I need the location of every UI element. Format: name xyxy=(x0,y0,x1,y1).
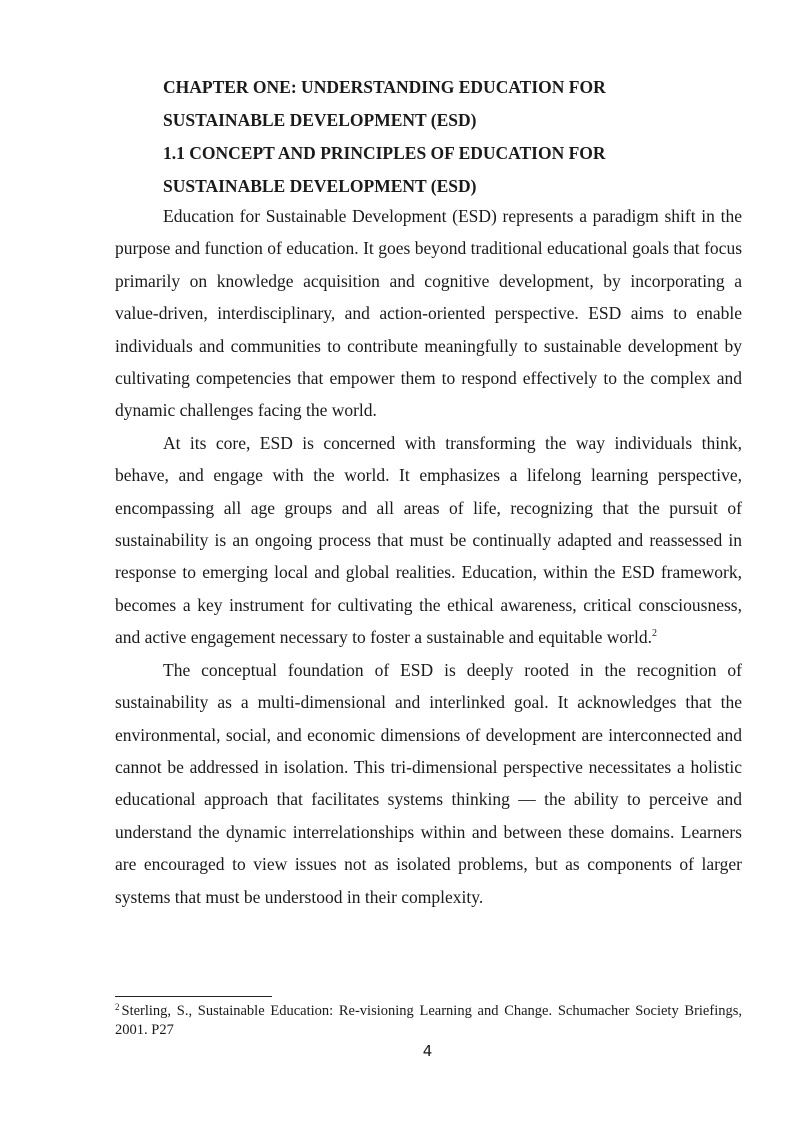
footnote-reference[interactable]: 2 xyxy=(651,628,657,640)
paragraph-2 xyxy=(115,427,742,654)
footnote-text: Sterling, S., Sustainable Education: Re-visioning Learning and Change. Schumacher Society Briefings, 2001. P27 xyxy=(115,1003,742,1038)
page-number: 4 xyxy=(422,1042,433,1060)
footnote xyxy=(115,1002,742,1040)
section-heading: 1.1 CONCEPT AND PRINCIPLES OF EDUCATION FOR SUSTAINABLE DEVELOPMENT (ESD) xyxy=(163,143,606,196)
paragraph-2-text: At its core, ESD is concerned with transforming the way individuals think, behave, and engage with the world. It emphasizes a lifelong learning perspective, encompassing all age groups and all areas of life, recognizing that the pursuit of sustainability is an ongoing process that must be continually adapted and reassessed in response to emerging local and global realities. Education, within the ESD framework, becomes a key instrument for cultivating the ethical awareness, critical consciousness, and active engagement necessary to foster a sustainable and equitable world. xyxy=(115,432,742,648)
body-text xyxy=(115,200,742,913)
footnote-divider xyxy=(115,996,272,997)
paragraph-1: Education for Sustainable Development (ESD) represents a paradigm shift in the purpose and function of education. It goes beyond traditional educational goals that focus primarily on knowledge acquisition and cognitive development, by incorporating a value-driven, interdisciplinary, and action-oriented perspective. ESD aims to enable individuals and communities to contribute meaningfully to sustainable development by cultivating competencies that empower them to respond effectively to the complex and dynamic challenges facing the world. xyxy=(115,206,742,421)
paragraph-3: The conceptual foundation of ESD is deeply rooted in the recognition of sustainability as a multi-dimensional and interlinked goal. It acknowledges that the environmental, social, and economic dimensions of development are interconnected and cannot be addressed in isolation. This tri-dimensional perspective necessitates a holistic educational approach that facilitates systems thinking — the ability to perceive and understand the dynamic interrelationships within and between these domains. Learners are encouraged to view issues not as isolated problems, but as components of larger systems that must be understood in their complexity. xyxy=(115,659,742,907)
footnote-marker: 2 xyxy=(115,1002,120,1012)
chapter-heading: CHAPTER ONE: UNDERSTANDING EDUCATION FOR SUSTAINABLE DEVELOPMENT (ESD) xyxy=(163,77,606,130)
